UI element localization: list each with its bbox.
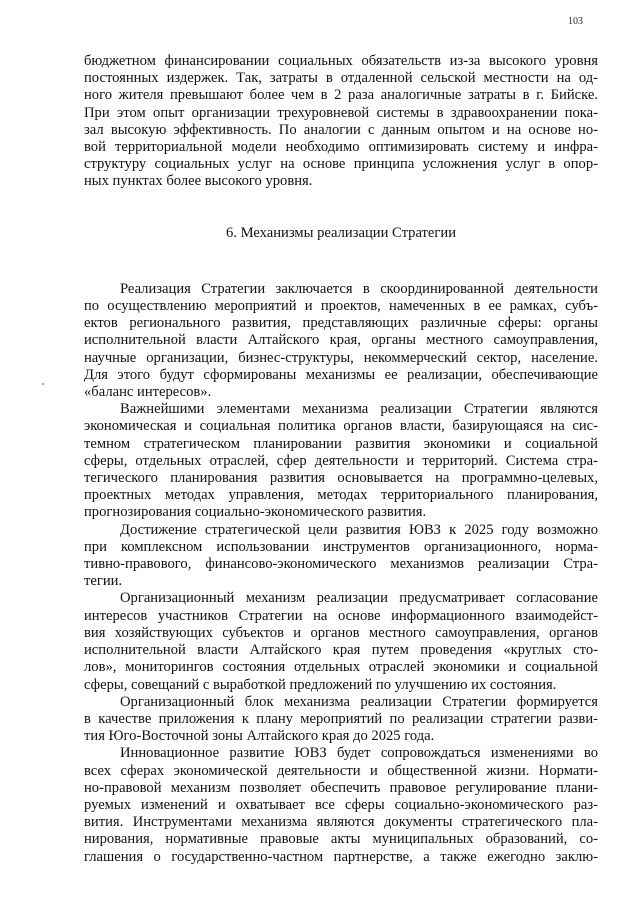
section-heading: 6. Механизмы реализации Стратегии <box>225 224 457 241</box>
text-line: исполнительной власти Алтайского края, органы местного самоуправления, <box>84 332 598 349</box>
paragraph-organizational-mechanism <box>84 590 598 693</box>
text-line: сферы, отдельных отраслей, сфер деятельности и территорий. Система стра- <box>84 452 598 469</box>
text-line: Важнейшими элементами механизма реализации Стратегии являются <box>120 401 598 418</box>
intro-paragraph <box>84 53 598 191</box>
page-number: 103 <box>568 16 583 27</box>
text-line: тегического планирования развития основывается на программно-целевых, <box>84 470 598 487</box>
text-line: сферы, совещаний с выработкой предложений по улучшению их состояния. <box>84 676 557 693</box>
text-line: интересов участников Стратегии на основе информационного взаимодейст- <box>84 607 598 624</box>
text-line: тия Юго-Восточной зоны Алтайского края до 2025 года. <box>84 728 435 745</box>
text-line: ных пунктах более высокого уровня. <box>84 173 313 190</box>
text-line: нирования, нормативные правовые акты муниципальных образований, со- <box>84 831 598 848</box>
text-line: ектов регионального развития, представляющих различные сферы: органы <box>84 315 598 332</box>
text-line: глашения о государственно-частном партнерстве, а также ежегодно заклю- <box>84 848 598 865</box>
text-line: по осуществлению мероприятий и проектов, намеченных в ее рамках, субъ- <box>84 298 598 315</box>
text-line: тивно-правового, финансово-экономического механизмов реализации Стра- <box>84 556 598 573</box>
paragraph-key-elements <box>84 401 598 521</box>
text-line: вой территориальной модели необходимо оптимизировать систему и инфра- <box>84 139 598 156</box>
text-line: но-правовой механизм позволяет обеспечить правовое регулирование плани- <box>84 779 598 796</box>
text-line: вития. Инструментами механизма являются документы стратегического пла- <box>84 814 598 831</box>
text-line: экономическая и социальная политика органов власти, базирующаяся на сис- <box>84 418 598 435</box>
text-line: «баланс интересов». <box>84 384 212 401</box>
text-line: темном стратегическом планировании развития экономики и социальной <box>84 435 598 452</box>
text-line: Организационный блок механизма реализации Стратегии формируется <box>120 693 598 710</box>
text-line: всех сферах экономической деятельности и общественной жизни. Нормати- <box>84 762 598 779</box>
text-line: исполнительной власти Алтайского края путем проведения «круглых сто- <box>84 642 598 659</box>
text-line: при комплексном использовании инструментов организационного, норма- <box>84 538 598 555</box>
paragraph-organizational-block <box>84 694 598 746</box>
text-line: прогнозирования социально-экономического развития. <box>84 504 427 521</box>
paragraph-goal-achievement <box>84 522 598 591</box>
paragraph-implementation <box>84 281 598 401</box>
text-line: зал высокую эффективность. По аналогии с данным опытом и на основе но- <box>84 121 598 138</box>
text-line: Инновационное развитие ЮВЗ будет сопровождаться изменениями во <box>120 745 598 762</box>
text-line: Достижение стратегической цели развития ЮВЗ к 2025 году возможно <box>120 521 598 538</box>
text-line: проектных методах управления, методах территориального планирования, <box>84 487 598 504</box>
text-line: научные организации, бизнес-структуры, некоммерческий сектор, население. <box>84 349 598 366</box>
scan-dot-mark <box>42 383 44 385</box>
text-line: ного жителя превышают более чем в 2 раза аналогичные затраты в г. Бийске. <box>84 87 598 104</box>
text-line: тегии. <box>84 573 123 590</box>
paragraph-innovative-development <box>84 745 598 865</box>
text-line: лов», мониторингов состояния отдельных отраслей экономики и социальной <box>84 659 598 676</box>
text-line: руемых изменений и охватывает все сферы социально-экономического раз- <box>84 796 598 813</box>
text-line: Организационный механизм реализации предусматривает согласование <box>120 590 598 607</box>
text-line: в качестве приложения к плану мероприятий по реализации стратегии разви- <box>84 710 598 727</box>
text-line: бюджетном финансировании социальных обязательств из-за высокого уровня <box>84 53 598 69</box>
text-line: постоянных издержек. Так, затраты в отдаленной сельской местности на од- <box>84 70 598 87</box>
text-line: При этом опыт организации трехуровневой системы в здравоохранении пока- <box>84 104 598 121</box>
text-line: структуру социальных услуг на основе принципа усложнения услуг в опор- <box>84 156 598 173</box>
text-line: Для этого будут сформированы механизмы ее реализации, обеспечивающие <box>84 366 598 383</box>
text-line: вия хозяйствующих субъектов и органов местного самоуправления, органов <box>84 624 598 641</box>
text-line: Реализация Стратегии заключается в скоординированной деятельности <box>120 280 598 297</box>
page-body <box>84 53 598 866</box>
